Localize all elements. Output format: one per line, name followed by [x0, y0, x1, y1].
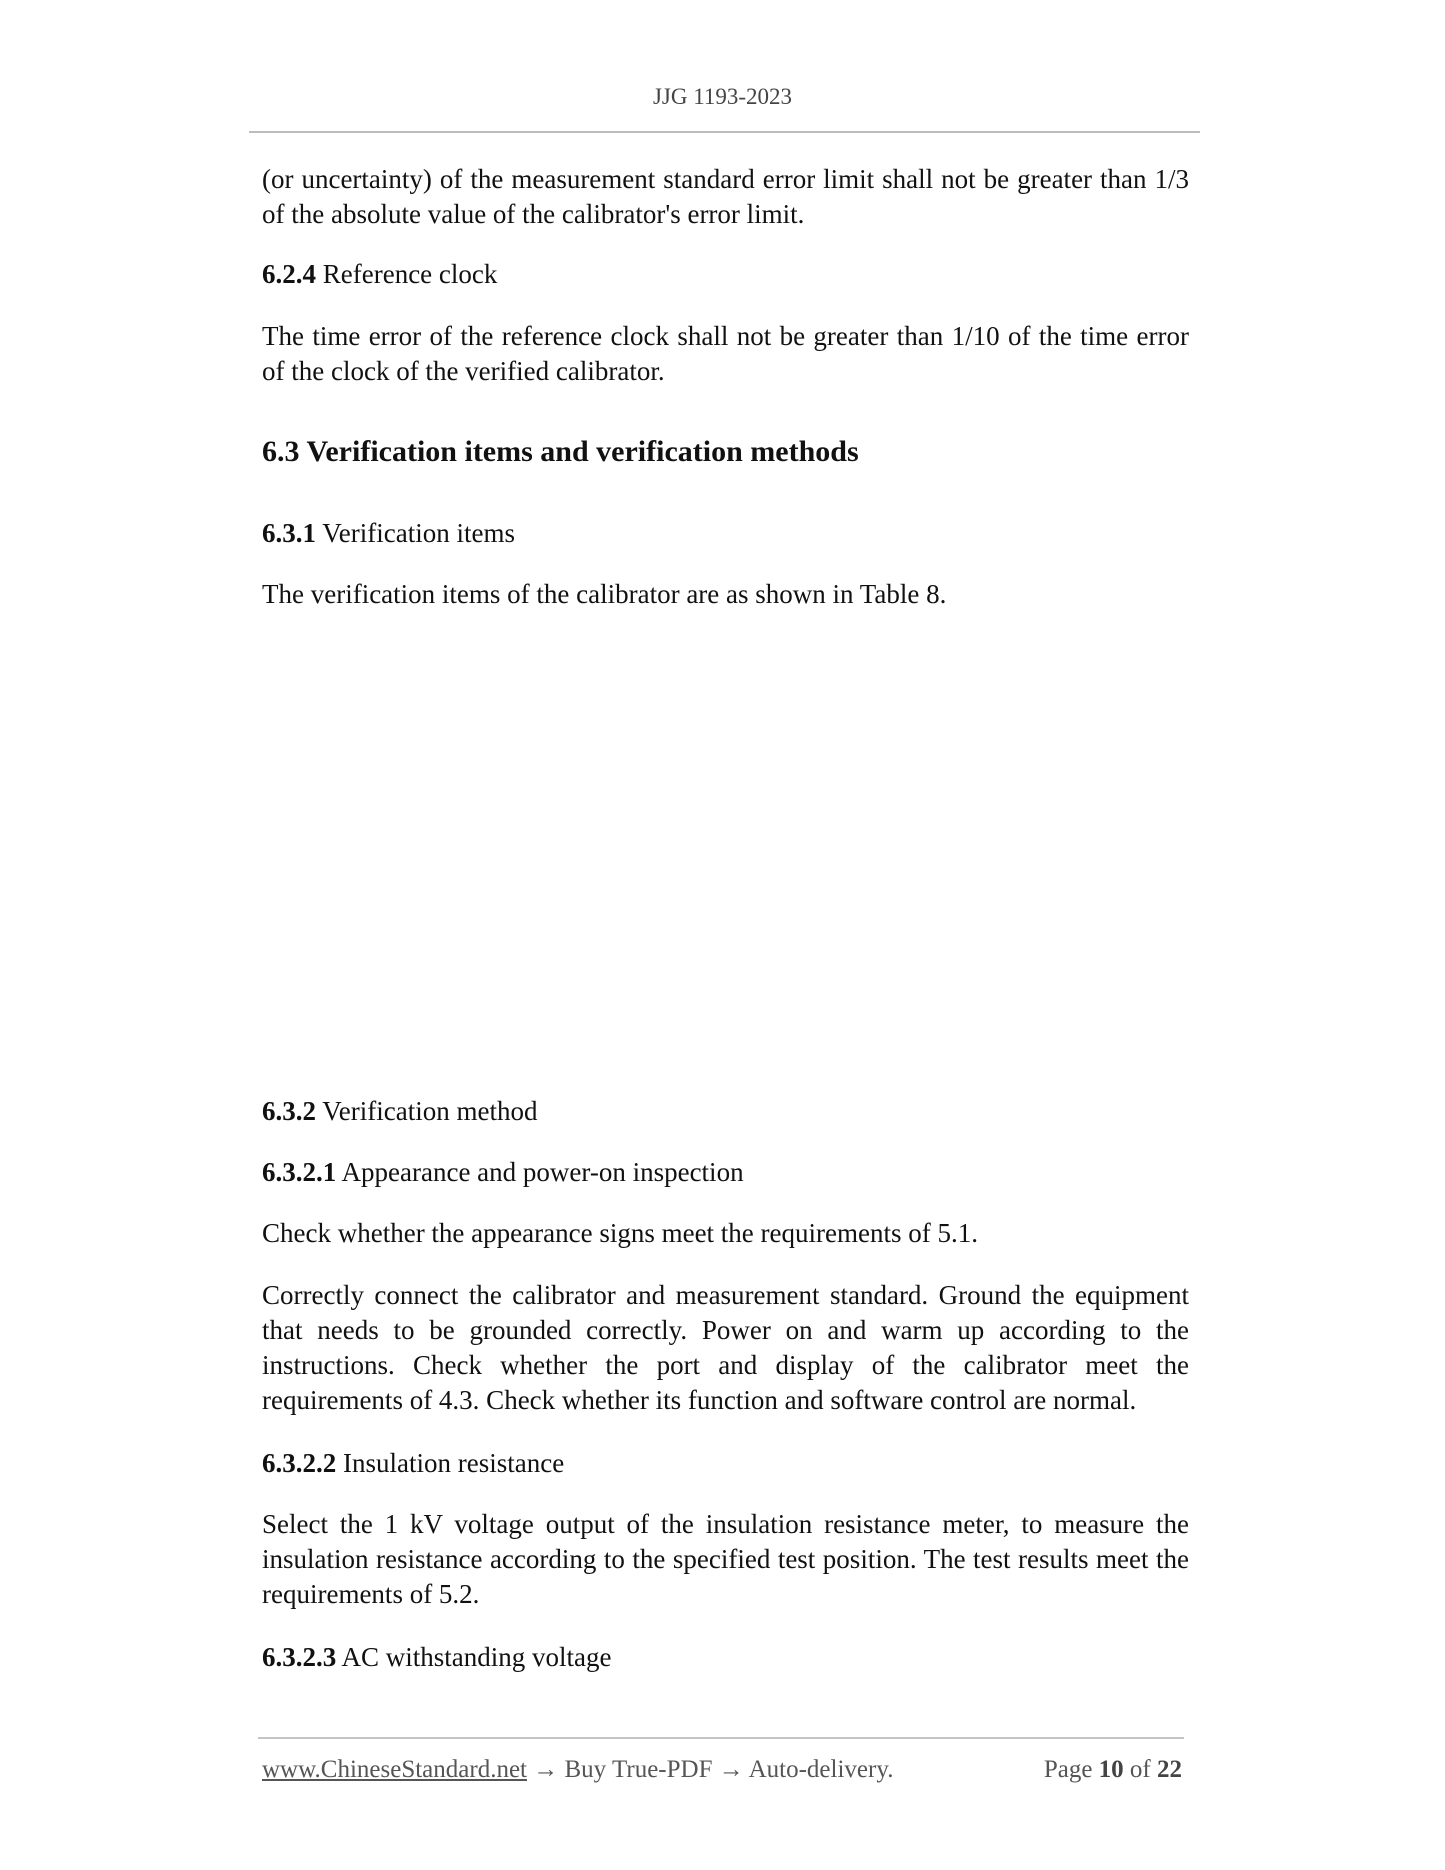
- section-title: Verification items: [322, 518, 515, 548]
- section-number: 6.3.2.3: [262, 1642, 337, 1672]
- section-number: 6.3.2.2: [262, 1448, 337, 1478]
- footer-divider: [258, 1737, 1184, 1739]
- page-number: [1044, 1753, 1182, 1787]
- arrow-icon: →: [533, 1756, 559, 1783]
- section-title: Insulation resistance: [343, 1448, 565, 1478]
- section-number: 6.3.2: [262, 1096, 316, 1126]
- section-number: 6.3.2.1: [262, 1157, 337, 1187]
- total-pages: 22: [1157, 1756, 1182, 1783]
- current-page: 10: [1098, 1756, 1124, 1783]
- section-number: 6.3.1: [262, 518, 316, 548]
- section-6-2-4-heading: [262, 257, 1189, 292]
- paragraph-insulation: Select the 1 kV voltage output of the insulation resistance meter, to measure the insulation resistance according to the specified test position. The test results meet the requirements of 5.2.: [262, 1509, 1189, 1609]
- paragraph-connect: Correctly connect the calibrator and measurement standard. Ground the equipment that needs to be grounded correctly. Power on and warm up according to the instructions. Check whether the port and display of the calibrator meet the requirements of 4.3. Check whether its function and software control are normal.: [262, 1280, 1189, 1415]
- section-6-3-2-3-heading: [262, 1640, 1189, 1675]
- buy-text: Buy True-PDF: [564, 1756, 713, 1783]
- section-title: Appearance and power-on inspection: [341, 1157, 744, 1187]
- section-title: Verification method: [322, 1096, 538, 1126]
- footer-promo: [262, 1753, 893, 1787]
- of-label: of: [1129, 1756, 1151, 1783]
- delivery-text: Auto-delivery.: [748, 1756, 894, 1783]
- running-header: JJG 1193-2023: [652, 84, 793, 109]
- section-title: AC withstanding voltage: [341, 1642, 612, 1672]
- section-title: Reference clock: [322, 259, 498, 289]
- paragraph-reference-clock: The time error of the reference clock shall not be greater than 1/10 of the time error of the clock of the verified calibrator.: [262, 321, 1189, 386]
- section-6-3-2-heading: [262, 1094, 1189, 1129]
- paragraph-intro: (or uncertainty) of the measurement standard error limit shall not be greater than 1/3 of the absolute value of the calibrator's error limit.: [262, 164, 1189, 229]
- paragraph-verification-items: The verification items of the calibrator are as shown in Table 8.: [262, 579, 947, 609]
- page-label: Page: [1043, 1756, 1093, 1783]
- header-divider: [249, 131, 1200, 133]
- section-6-3-heading: 6.3 Verification items and verification methods: [262, 435, 859, 468]
- section-6-3-1-heading: [262, 516, 1189, 551]
- section-number: 6.2.4: [262, 259, 316, 289]
- section-6-3-2-1-heading: [262, 1155, 1189, 1190]
- paragraph-appearance: Check whether the appearance signs meet the requirements of 5.1.: [262, 1218, 978, 1248]
- arrow-icon: →: [718, 1756, 744, 1783]
- section-6-3-2-2-heading: [262, 1446, 1189, 1481]
- site-link[interactable]: www.ChineseStandard.net: [262, 1756, 527, 1783]
